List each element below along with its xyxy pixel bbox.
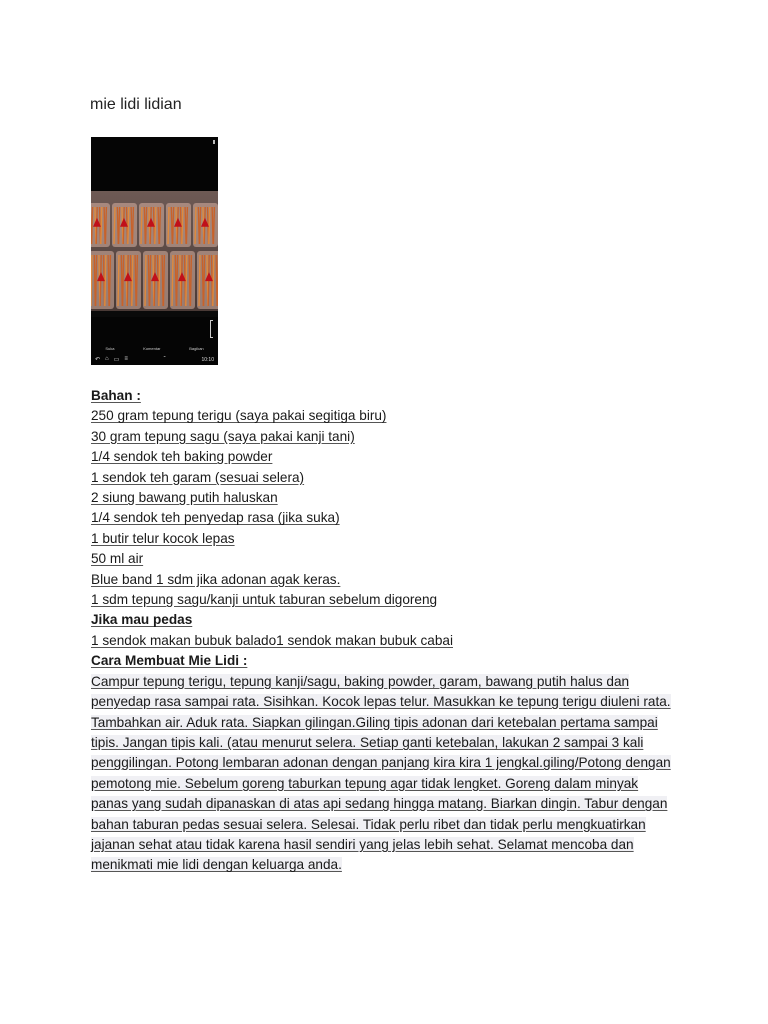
noodle-package	[139, 203, 164, 247]
spicy-heading: Jika mau pedas	[91, 612, 193, 628]
spicy-text: 1 sendok makan bubuk balado1 sendok makan bubuk cabai	[91, 632, 453, 648]
ingredient-item: 1/4 sendok teh penyedap rasa (jika suka)	[91, 510, 340, 526]
noodle-package	[91, 251, 114, 309]
menu-icon: ≡	[124, 356, 128, 362]
clock: 10:10	[201, 356, 214, 363]
noodle-package	[91, 203, 110, 247]
ingredient-item: Blue band 1 sdm jika adonan agak keras.	[91, 571, 341, 587]
ingredient-item: 1 sdm tepung sagu/kanji untuk taburan sebelum digoreng	[91, 592, 438, 608]
home-icon: ⌂	[105, 356, 109, 362]
back-icon: ↶	[95, 357, 101, 363]
recipe-body	[91, 386, 691, 876]
ingredient-item: 50 ml air	[91, 551, 144, 567]
ingredients-heading: Bahan :	[91, 388, 141, 403]
noodle-package	[193, 203, 218, 247]
noodle-package	[112, 203, 137, 247]
scroll-handle	[210, 320, 213, 338]
method-line: Campur tepung terigu, tepung kanji/sagu, baking powder, garam, bawang putih halus dan	[91, 673, 630, 689]
method-line: Tambahkan air. Aduk rata. Siapkan gilingan.Giling tipis adonan dari ketebalan pertama sampai	[91, 714, 658, 730]
document-title: mie lidi lidian	[90, 96, 182, 113]
noodle-package	[170, 251, 195, 309]
ingredient-item: 1/4 sendok teh baking powder	[91, 449, 273, 465]
method-line: panas yang sudah dipanaskan di atas api sedang hingga matang. Biarkan dingin. Tabur dengan	[91, 796, 668, 812]
method-line: penggilingan. Potong lembaran adonan dengan panjang kira kira 1 jengkal.giling/Potong dengan	[91, 755, 671, 771]
noodle-package	[116, 251, 141, 309]
noodle-package	[197, 251, 218, 309]
method-line: bahan taburan pedas sesuai selera. Selesai. Tidak perlu ribet dan tidak perlu mengkuatirkan	[91, 816, 646, 832]
method-line: pemotong mie. Sebelum goreng taburkan tepung agar tidak lengket. Goreng dalam minyak	[91, 775, 639, 791]
noodle-package-photo	[91, 137, 218, 365]
like-label: Suka	[105, 345, 115, 351]
recent-apps-icon: ▭	[113, 357, 120, 363]
noodle-package	[143, 251, 168, 309]
share-label: Bagikan	[189, 345, 204, 351]
photo-action-bar	[91, 343, 218, 353]
ingredient-item: 250 gram tepung terigu (saya pakai segitiga biru)	[91, 408, 387, 424]
ingredient-item: 2 siung bawang putih haluskan	[91, 490, 278, 506]
ingredient-item: 1 butir telur kocok lepas	[91, 530, 235, 546]
noodle-packages-image	[91, 137, 218, 365]
method-heading: Cara Membuat Mie Lidi :	[91, 653, 248, 669]
ingredient-item: 1 sendok teh garam (sesuai selera)	[91, 469, 305, 485]
chevron-up-icon: ˆ	[163, 356, 166, 363]
comment-label: Komentar	[143, 345, 161, 351]
method-line: tipis. Jangan tipis kali. (atau menurut selera. Setiap ganti ketebalan, lakukan 2 sampai 3 kali	[91, 734, 644, 750]
method-line: jajanan sehat atau tidak karena hasil sendiri yang jelas lebih sehat. Selamat mencoba dan	[91, 836, 634, 852]
ingredient-item: 30 gram tepung sagu (saya pakai kanji tani)	[91, 428, 355, 444]
phone-nav-bar	[91, 354, 218, 365]
method-line: penyedap rasa sampai rata. Sisihkan. Kocok lepas telur. Masukkan ke tepung terigu diuleni rata.	[91, 694, 671, 710]
noodle-package	[166, 203, 191, 247]
method-line: menikmati mie lidi dengan keluarga anda.	[91, 857, 342, 873]
